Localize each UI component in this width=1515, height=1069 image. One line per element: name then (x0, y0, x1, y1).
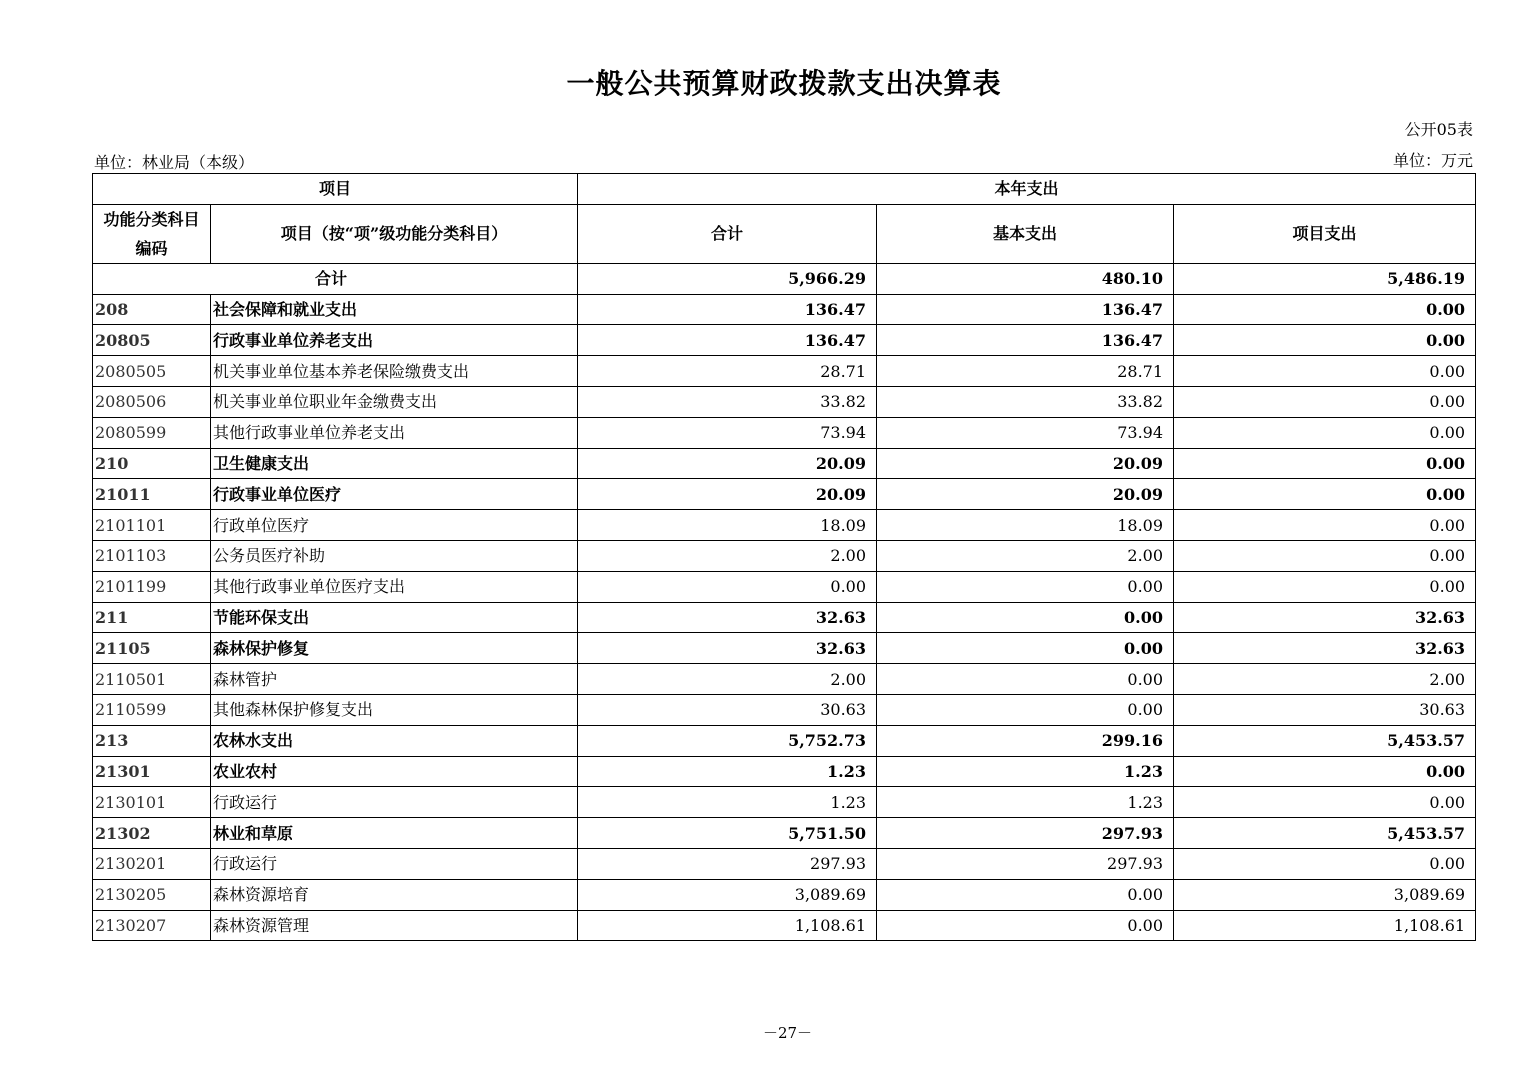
row-code: 2130205 (93, 879, 211, 910)
row-code: 21105 (93, 633, 211, 664)
row-project: 0.00 (1174, 325, 1476, 356)
row-total: 73.94 (578, 417, 877, 448)
row-basic: 1.23 (877, 787, 1174, 818)
row-project: 5,453.57 (1174, 725, 1476, 756)
row-basic: 20.09 (877, 448, 1174, 479)
row-basic: 299.16 (877, 725, 1174, 756)
row-basic: 0.00 (877, 664, 1174, 695)
row-total: 1.23 (578, 756, 877, 787)
row-code: 2130201 (93, 848, 211, 879)
row-item-name: 其他森林保护修复支出 (211, 694, 578, 725)
row-project: 32.63 (1174, 602, 1476, 633)
row-total: 20.09 (578, 479, 877, 510)
header-item: 项目（按“项”级功能分类科目） (211, 204, 578, 263)
budget-table (92, 173, 1476, 941)
row-project: 2.00 (1174, 664, 1476, 695)
table-row (93, 602, 1476, 633)
row-item-name: 节能环保支出 (211, 602, 578, 633)
total-basic: 480.10 (877, 263, 1174, 294)
row-item-name: 森林资源培育 (211, 879, 578, 910)
row-code: 2101101 (93, 510, 211, 541)
header-current-year: 本年支出 (578, 174, 1476, 205)
row-basic: 33.82 (877, 386, 1174, 417)
row-basic: 0.00 (877, 879, 1174, 910)
row-code: 2101199 (93, 571, 211, 602)
row-project: 5,453.57 (1174, 818, 1476, 849)
row-basic: 28.71 (877, 356, 1174, 387)
row-total: 3,089.69 (578, 879, 877, 910)
row-project: 1,108.61 (1174, 910, 1476, 941)
row-total: 5,751.50 (578, 818, 877, 849)
row-total: 30.63 (578, 694, 877, 725)
row-total: 2.00 (578, 540, 877, 571)
total-label: 合计 (93, 263, 578, 294)
row-total: 32.63 (578, 633, 877, 664)
row-total: 297.93 (578, 848, 877, 879)
table-row (93, 294, 1476, 325)
header-code: 功能分类科目编码 (93, 204, 211, 263)
row-code: 2130101 (93, 787, 211, 818)
row-basic: 297.93 (877, 818, 1174, 849)
row-item-name: 林业和草原 (211, 818, 578, 849)
row-item-name: 卫生健康支出 (211, 448, 578, 479)
row-project: 0.00 (1174, 417, 1476, 448)
row-item-name: 社会保障和就业支出 (211, 294, 578, 325)
table-row (93, 448, 1476, 479)
row-item-name: 机关事业单位基本养老保险缴费支出 (211, 356, 578, 387)
row-code: 210 (93, 448, 211, 479)
row-total: 136.47 (578, 294, 877, 325)
row-project: 0.00 (1174, 294, 1476, 325)
row-code: 2080505 (93, 356, 211, 387)
row-item-name: 行政运行 (211, 848, 578, 879)
row-basic: 18.09 (877, 510, 1174, 541)
row-project: 0.00 (1174, 356, 1476, 387)
row-item-name: 行政单位医疗 (211, 510, 578, 541)
row-item-name: 农业农村 (211, 756, 578, 787)
table-row (93, 664, 1476, 695)
header-project-expense: 项目支出 (1174, 204, 1476, 263)
row-project: 32.63 (1174, 633, 1476, 664)
unit-organization: 单位：林业局（本级） (94, 153, 255, 172)
row-total: 18.09 (578, 510, 877, 541)
table-row (93, 694, 1476, 725)
total-amount: 5,966.29 (578, 263, 877, 294)
table-row (93, 325, 1476, 356)
table-row (93, 479, 1476, 510)
row-basic: 0.00 (877, 910, 1174, 941)
row-code: 2080506 (93, 386, 211, 417)
table-row (93, 540, 1476, 571)
row-code: 211 (93, 602, 211, 633)
row-project: 0.00 (1174, 848, 1476, 879)
row-basic: 0.00 (877, 571, 1174, 602)
row-item-name: 其他行政事业单位养老支出 (211, 417, 578, 448)
header-total: 合计 (578, 204, 877, 263)
row-code: 20805 (93, 325, 211, 356)
row-project: 0.00 (1174, 756, 1476, 787)
row-code: 213 (93, 725, 211, 756)
row-item-name: 森林保护修复 (211, 633, 578, 664)
total-row (93, 263, 1476, 294)
row-item-name: 农林水支出 (211, 725, 578, 756)
table-row (93, 417, 1476, 448)
table-code: 公开05表 (1404, 120, 1473, 139)
row-total: 32.63 (578, 602, 877, 633)
table-row (93, 633, 1476, 664)
table-row (93, 571, 1476, 602)
row-basic: 73.94 (877, 417, 1174, 448)
row-basic: 1.23 (877, 756, 1174, 787)
row-basic: 0.00 (877, 633, 1174, 664)
page-number: －27－ (762, 1024, 813, 1042)
row-code: 2101103 (93, 540, 211, 571)
table-row (93, 386, 1476, 417)
table-row (93, 725, 1476, 756)
row-item-name: 森林管护 (211, 664, 578, 695)
header-project: 项目 (93, 174, 578, 205)
table-row (93, 756, 1476, 787)
row-total: 0.00 (578, 571, 877, 602)
row-basic: 136.47 (877, 294, 1174, 325)
table-row (93, 848, 1476, 879)
row-project: 3,089.69 (1174, 879, 1476, 910)
row-basic: 2.00 (877, 540, 1174, 571)
row-code: 2110501 (93, 664, 211, 695)
row-total: 33.82 (578, 386, 877, 417)
row-basic: 297.93 (877, 848, 1174, 879)
header-basic: 基本支出 (877, 204, 1174, 263)
row-code: 21301 (93, 756, 211, 787)
row-project: 0.00 (1174, 510, 1476, 541)
row-basic: 20.09 (877, 479, 1174, 510)
page-title: 一般公共预算财政拨款支出决算表 (566, 67, 1002, 100)
row-item-name: 机关事业单位职业年金缴费支出 (211, 386, 578, 417)
row-total: 2.00 (578, 664, 877, 695)
table-row (93, 910, 1476, 941)
row-code: 21302 (93, 818, 211, 849)
unit-currency: 单位：万元 (1392, 151, 1473, 170)
total-project: 5,486.19 (1174, 263, 1476, 294)
row-total: 1.23 (578, 787, 877, 818)
row-item-name: 行政事业单位医疗 (211, 479, 578, 510)
row-project: 0.00 (1174, 571, 1476, 602)
row-total: 20.09 (578, 448, 877, 479)
row-item-name: 其他行政事业单位医疗支出 (211, 571, 578, 602)
row-basic: 136.47 (877, 325, 1174, 356)
row-project: 0.00 (1174, 386, 1476, 417)
row-total: 5,752.73 (578, 725, 877, 756)
row-project: 30.63 (1174, 694, 1476, 725)
row-code: 2130207 (93, 910, 211, 941)
table-row (93, 787, 1476, 818)
table-row (93, 818, 1476, 849)
table-row (93, 356, 1476, 387)
row-basic: 0.00 (877, 694, 1174, 725)
row-project: 0.00 (1174, 448, 1476, 479)
row-code: 208 (93, 294, 211, 325)
row-code: 21011 (93, 479, 211, 510)
table-row (93, 510, 1476, 541)
row-total: 28.71 (578, 356, 877, 387)
row-code: 2080599 (93, 417, 211, 448)
row-item-name: 行政事业单位养老支出 (211, 325, 578, 356)
row-project: 0.00 (1174, 479, 1476, 510)
row-total: 136.47 (578, 325, 877, 356)
row-item-name: 公务员医疗补助 (211, 540, 578, 571)
row-basic: 0.00 (877, 602, 1174, 633)
table-row (93, 879, 1476, 910)
row-project: 0.00 (1174, 540, 1476, 571)
row-item-name: 行政运行 (211, 787, 578, 818)
row-project: 0.00 (1174, 787, 1476, 818)
row-item-name: 森林资源管理 (211, 910, 578, 941)
row-total: 1,108.61 (578, 910, 877, 941)
row-code: 2110599 (93, 694, 211, 725)
